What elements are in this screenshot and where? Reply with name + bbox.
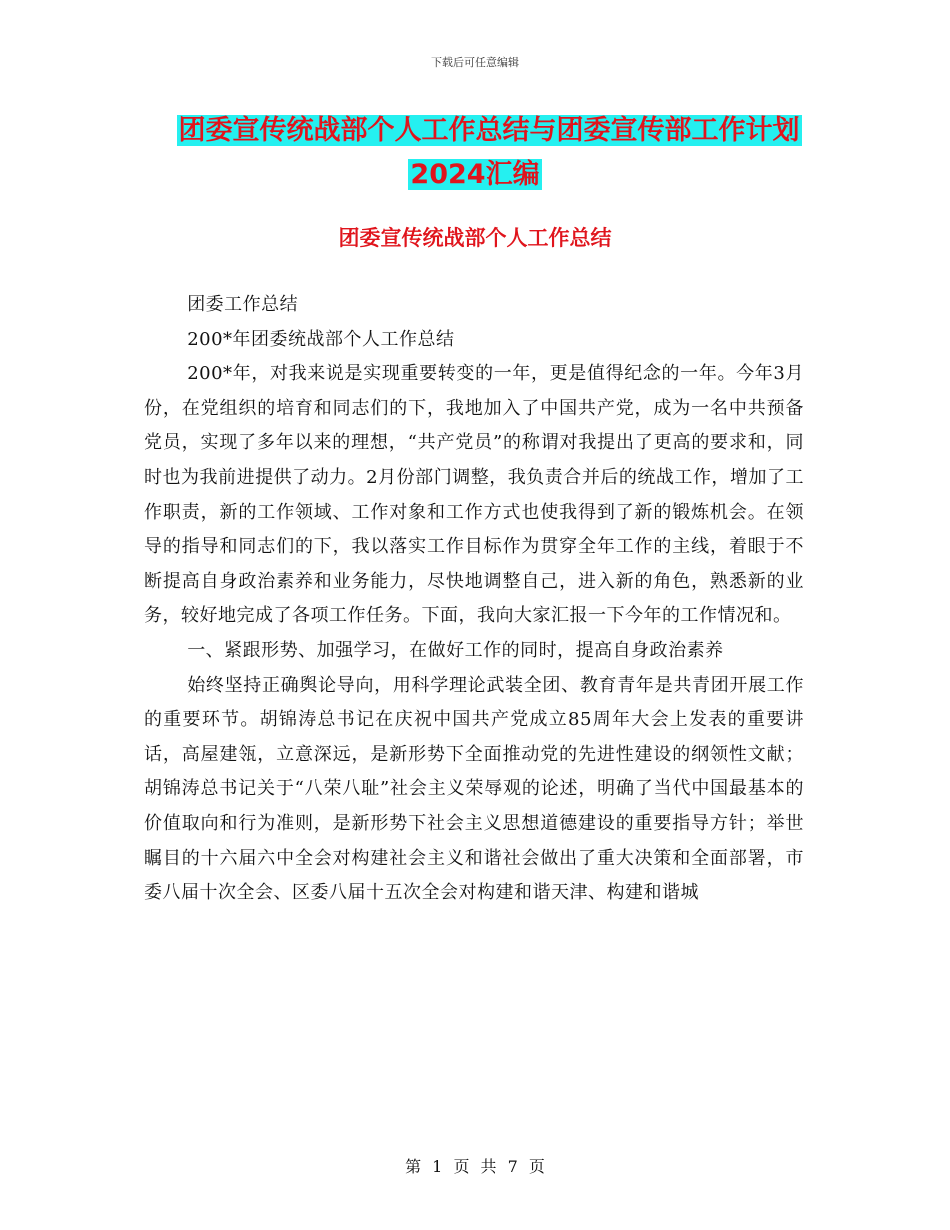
document-title-line-1: [0, 112, 950, 150]
section-title: 团委宣传统战部个人工作总结: [338, 226, 612, 250]
document-title-text-2: 2024汇编: [410, 159, 540, 190]
document-title-text-1: 团委宣传统战部个人工作总结与团委宣传部工作计划: [178, 115, 800, 146]
document-title-line-2: [0, 156, 950, 194]
paragraph: 始终坚持正确舆论导向，用科学理论武装全团、教育青年是共青团开展工作的重要环节。胡锦涛总书记在庆祝中国共产党成立85周年大会上发表的重要讲话，高屋建瓴，立意深远，是新形势下全面推动党的先进性建设的纲领性文献；胡锦涛总书记关于“八荣八耻”社会主义荣辱观的论述，明确了当代中国最基本的价值取向和行为准则，是新形势下社会主义思想道德建设的重要指导方针；举世瞩目的十六届六中全会对构建社会主义和谐社会做出了重大决策和全面部署，市委八届十次全会、区委八届十五次全会对构建和谐天津、构建和谐城: [144, 674, 804, 904]
paragraph: 200*年团委统战部个人工作总结: [187, 328, 455, 350]
page-number-footer: 第 1 页 共 7 页: [405, 1157, 545, 1176]
paragraph: 团委工作总结: [187, 294, 299, 315]
paragraph: 一、紧跟形势、加强学习，在做好工作的同时，提高自身政治素养: [187, 639, 724, 661]
header-note: 下载后可任意编辑: [431, 56, 519, 69]
document-body: [144, 288, 804, 911]
paragraph: 200*年，对我来说是实现重要转变的一年，更是值得纪念的一年。今年3月份，在党组织的培育和同志们的下，我地加入了中国共产党，成为一名中共预备党员，实现了多年以来的理想，“共产党员”的称谓对我提出了更高的要求和，同时也为我前进提供了动力。2月份部门调整，我负责合并后的统战工作，增加了工作职责，新的工作领域、工作对象和工作方式也使我得到了新的锻炼机会。在领导的指导和同志们的下，我以落实工作目标作为贯穿全年工作的主线，着眼于不断提高自身政治素养和业务能力，尽快地调整自己，进入新的角色，熟悉新的业务，较好地完成了各项工作任务。下面，我向大家汇报一下今年的工作情况和。: [144, 363, 804, 627]
